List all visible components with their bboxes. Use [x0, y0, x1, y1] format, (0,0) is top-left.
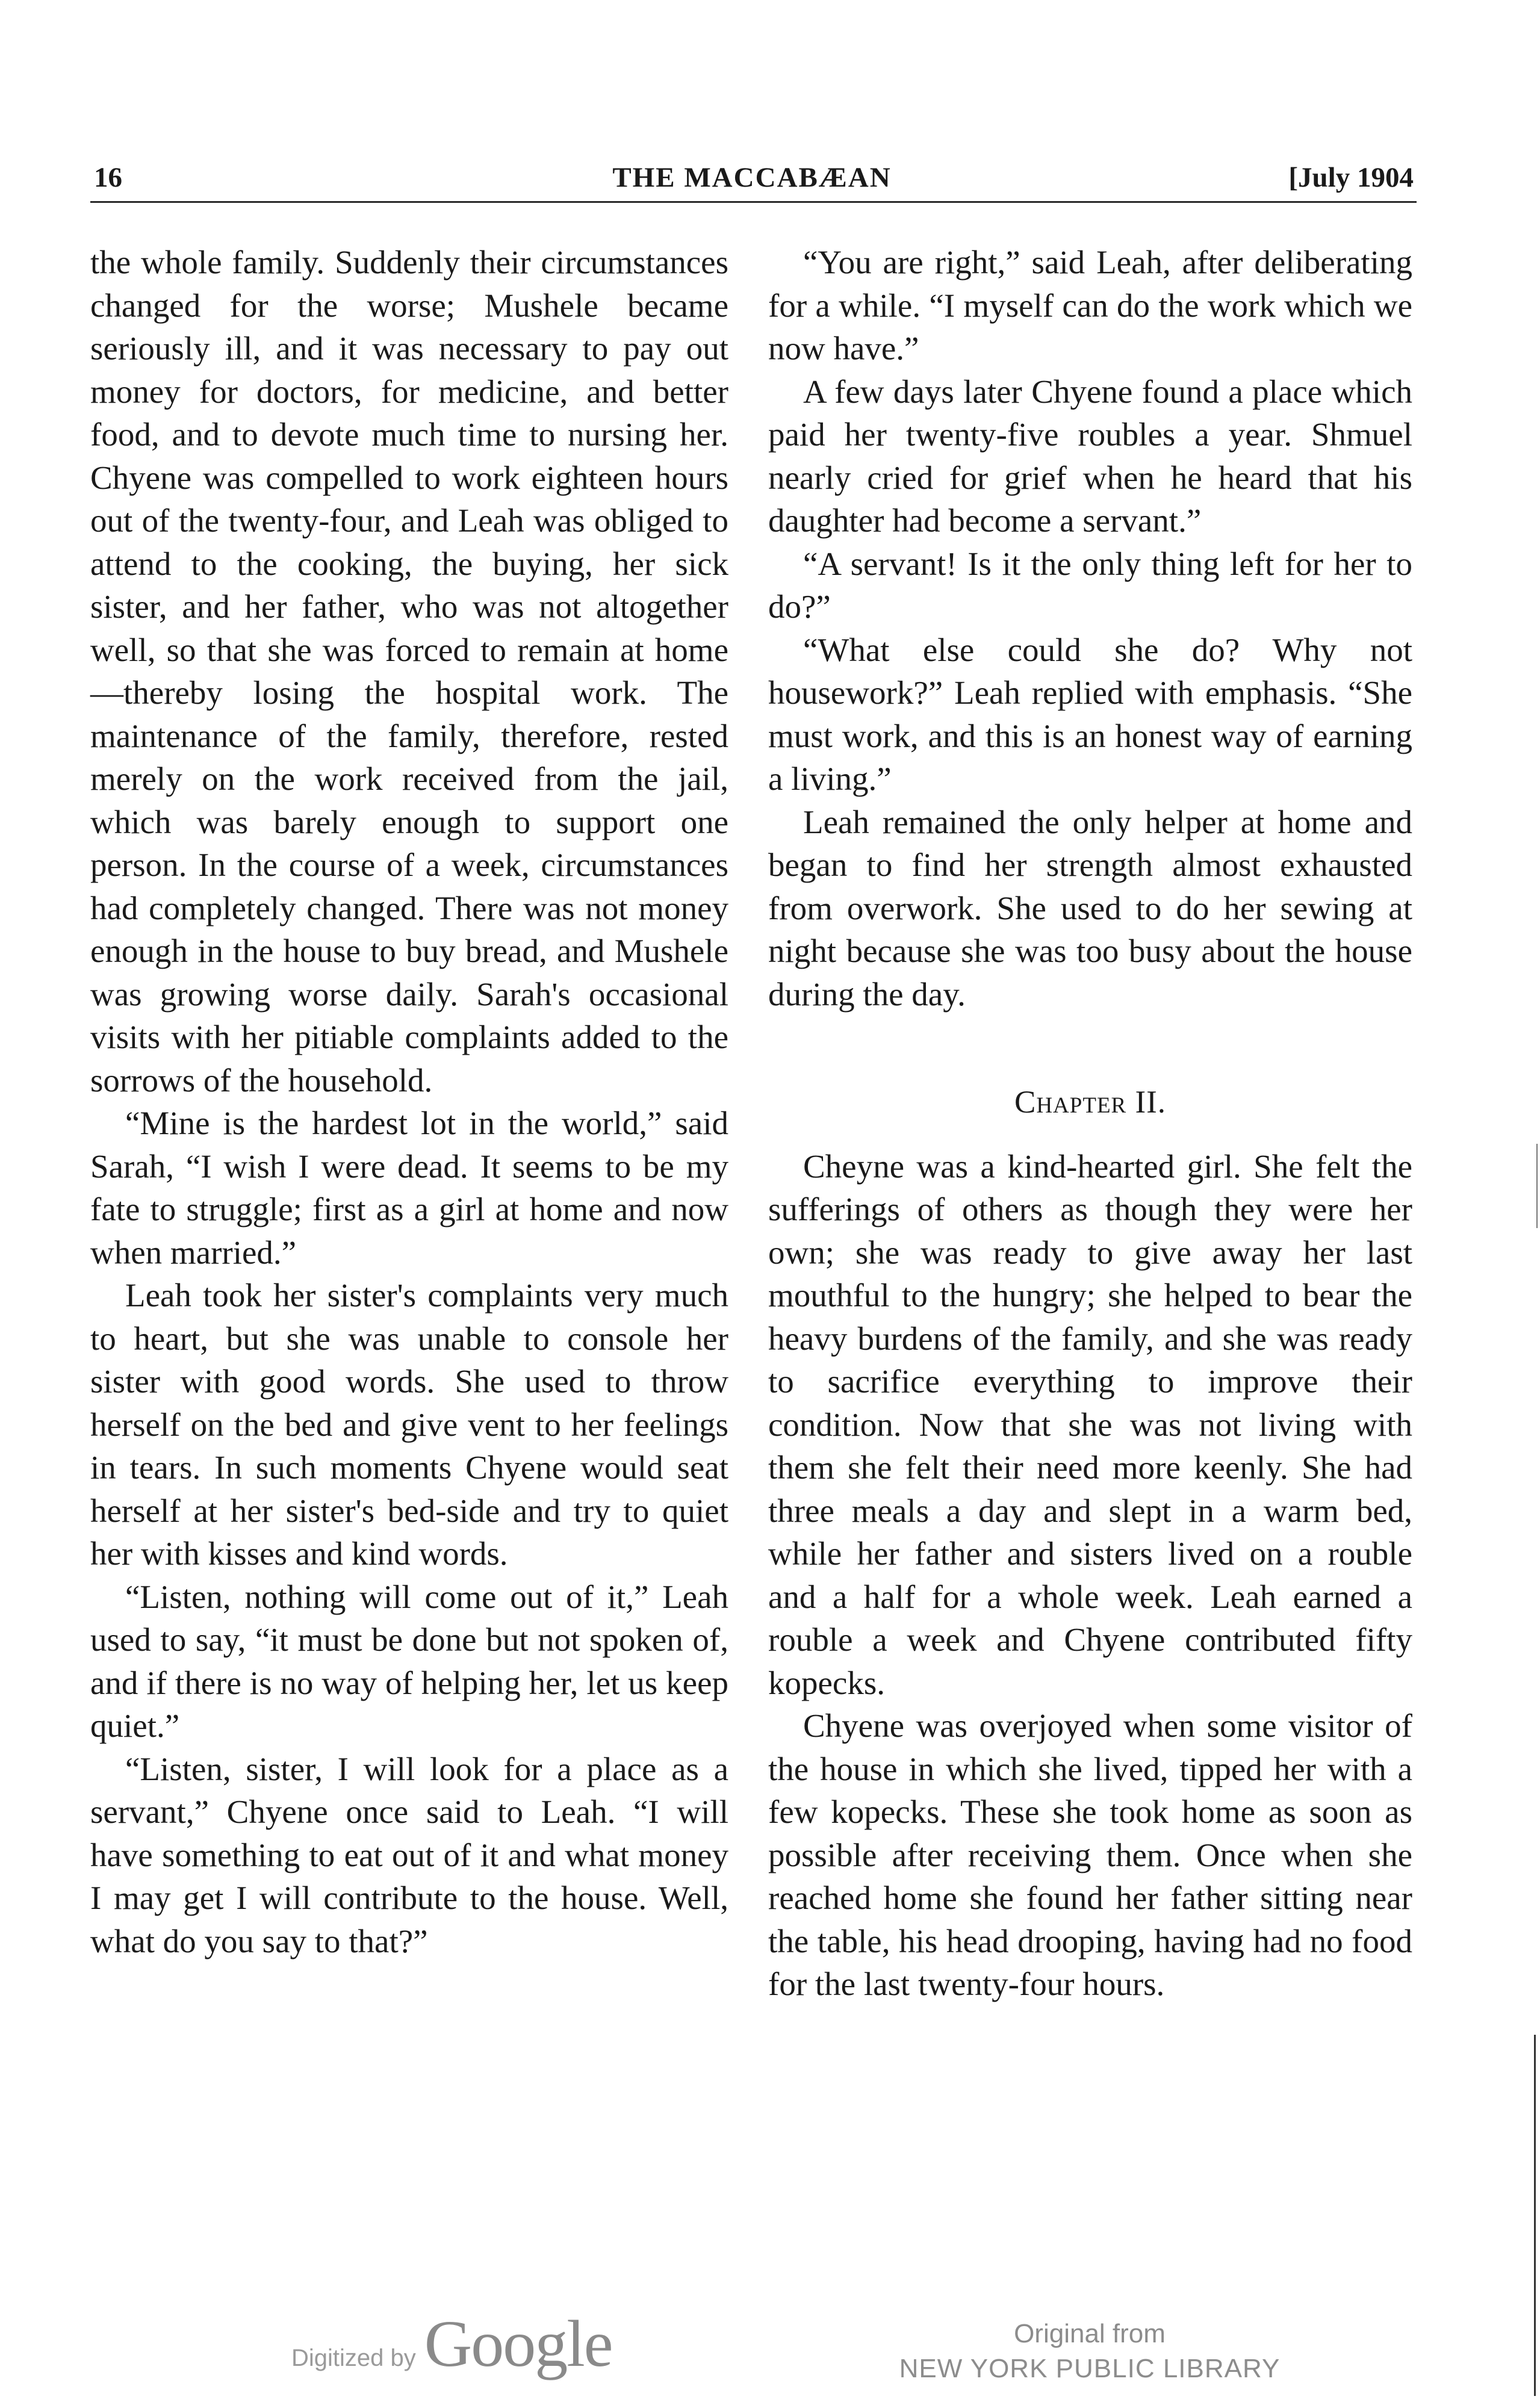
- right-column: [768, 241, 1412, 2006]
- scan-edge-mark: [1536, 1144, 1538, 1228]
- paragraph: “What else could she do? Why not housework?” Leah replied with emphasis. “She must work, and this is an honest way of earning a living.”: [768, 631, 1412, 797]
- journal-title: THE MACCABÆAN: [612, 162, 892, 193]
- scan-edge-mark: [1534, 2035, 1536, 2396]
- paragraph: A few days later Chyene found a place which paid her twenty-five roubles a year. Shmuel nearly cried for grief when he heard that his daughter had become a servant.”: [768, 373, 1412, 539]
- google-logo: Google: [424, 2307, 612, 2380]
- paragraph: “Listen, nothing will come out of it,” Leah used to say, “it must be done but not spoken of, and if there is no way of helping her, let us keep quiet.”: [90, 1578, 728, 1744]
- digitized-by-label: Digitized by: [291, 2345, 416, 2371]
- paragraph: “A servant! Is it the only thing left for her to do?”: [768, 545, 1412, 625]
- paragraph: “Mine is the hardest lot in the world,” said Sarah, “I wish I were dead. It seems to be my fate to struggle; first as a girl at home and now when married.”: [90, 1105, 728, 1271]
- paragraph: the whole family. Suddenly their circumstances changed for the worse; Mushele became seriously ill, and it was necessary to pay out money for doctors, for medicine, and better food, and to devote much time to nursing her. Chyene was compelled to work eighteen hours out of the twenty-four, and Leah was obliged to attend to the cooking, the buying, her sick sister, and her father, who was not altogether well, so that she was forced to remain at home—thereby losing the hospital work. The maintenance of the family, therefore, rested merely on the work received from the jail, which was barely enough to support one person. In the course of a week, circumstances had completely changed. There was not money enough in the house to buy bread, and Mushele was growing worse daily. Sarah's occasional visits with her pitiable complaints added to the sorrows of the household.: [90, 244, 728, 1099]
- paragraph: Chyene was overjoyed when some visitor of the house in which she lived, tipped her with a few kopecks. These she took home as soon as possible after receiving them. Once when she reached home she found her father sitting near the table, his head drooping, having had no food for the last twenty-four hours.: [768, 1707, 1412, 2002]
- page-number: 16: [94, 162, 122, 193]
- running-head: [90, 158, 1414, 200]
- library-name: NEW YORK PUBLIC LIBRARY: [899, 2354, 1281, 2383]
- left-column: [90, 241, 728, 1963]
- original-from-label: Original from: [1014, 2319, 1166, 2348]
- chapter-heading: [768, 1081, 1412, 1125]
- digitized-by-google: [291, 2307, 612, 2380]
- paragraph: Cheyne was a kind-hearted girl. She felt the sufferings of others as though they were her own; she was ready to give away her last mouthful to the hungry; she helped to bear the heavy burdens of the family, and she was ready to sacrifice everything to improve their condition. Now that she was not living with them she felt their need more keenly. She had three meals a day and slept in a warm bed, while her father and sisters lived on a rouble and a half for a whole week. Leah earned a rouble a week and Chyene contributed fifty kopecks.: [768, 1147, 1412, 1701]
- library-credit: [879, 2316, 1300, 2386]
- paragraph: “You are right,” said Leah, after deliberating for a while. “I myself can do the work which we now have.”: [768, 244, 1412, 367]
- chapter-heading-text: Chapter II.: [1014, 1085, 1167, 1120]
- issue-date: [July 1904: [1288, 162, 1414, 193]
- paragraph: Leah remained the only helper at home and began to find her strength almost exhausted from overwork. She used to do her sewing at night because she was too busy about the house during the day.: [768, 803, 1412, 1013]
- header-rule: [90, 201, 1417, 203]
- paragraph: Leah took her sister's complaints very much to heart, but she was unable to console her sister with good words. She used to throw herself on the bed and give vent to her feelings in tears. In such moments Chyene would seat herself at her sister's bed-side and try to quiet her with kisses and kind words.: [90, 1277, 728, 1572]
- paragraph: “Listen, sister, I will look for a place as a servant,” Chyene once said to Leah. “I will have something to eat out of it and what money I may get I will contribute to the house. Well, what do you say to that?”: [90, 1750, 728, 1960]
